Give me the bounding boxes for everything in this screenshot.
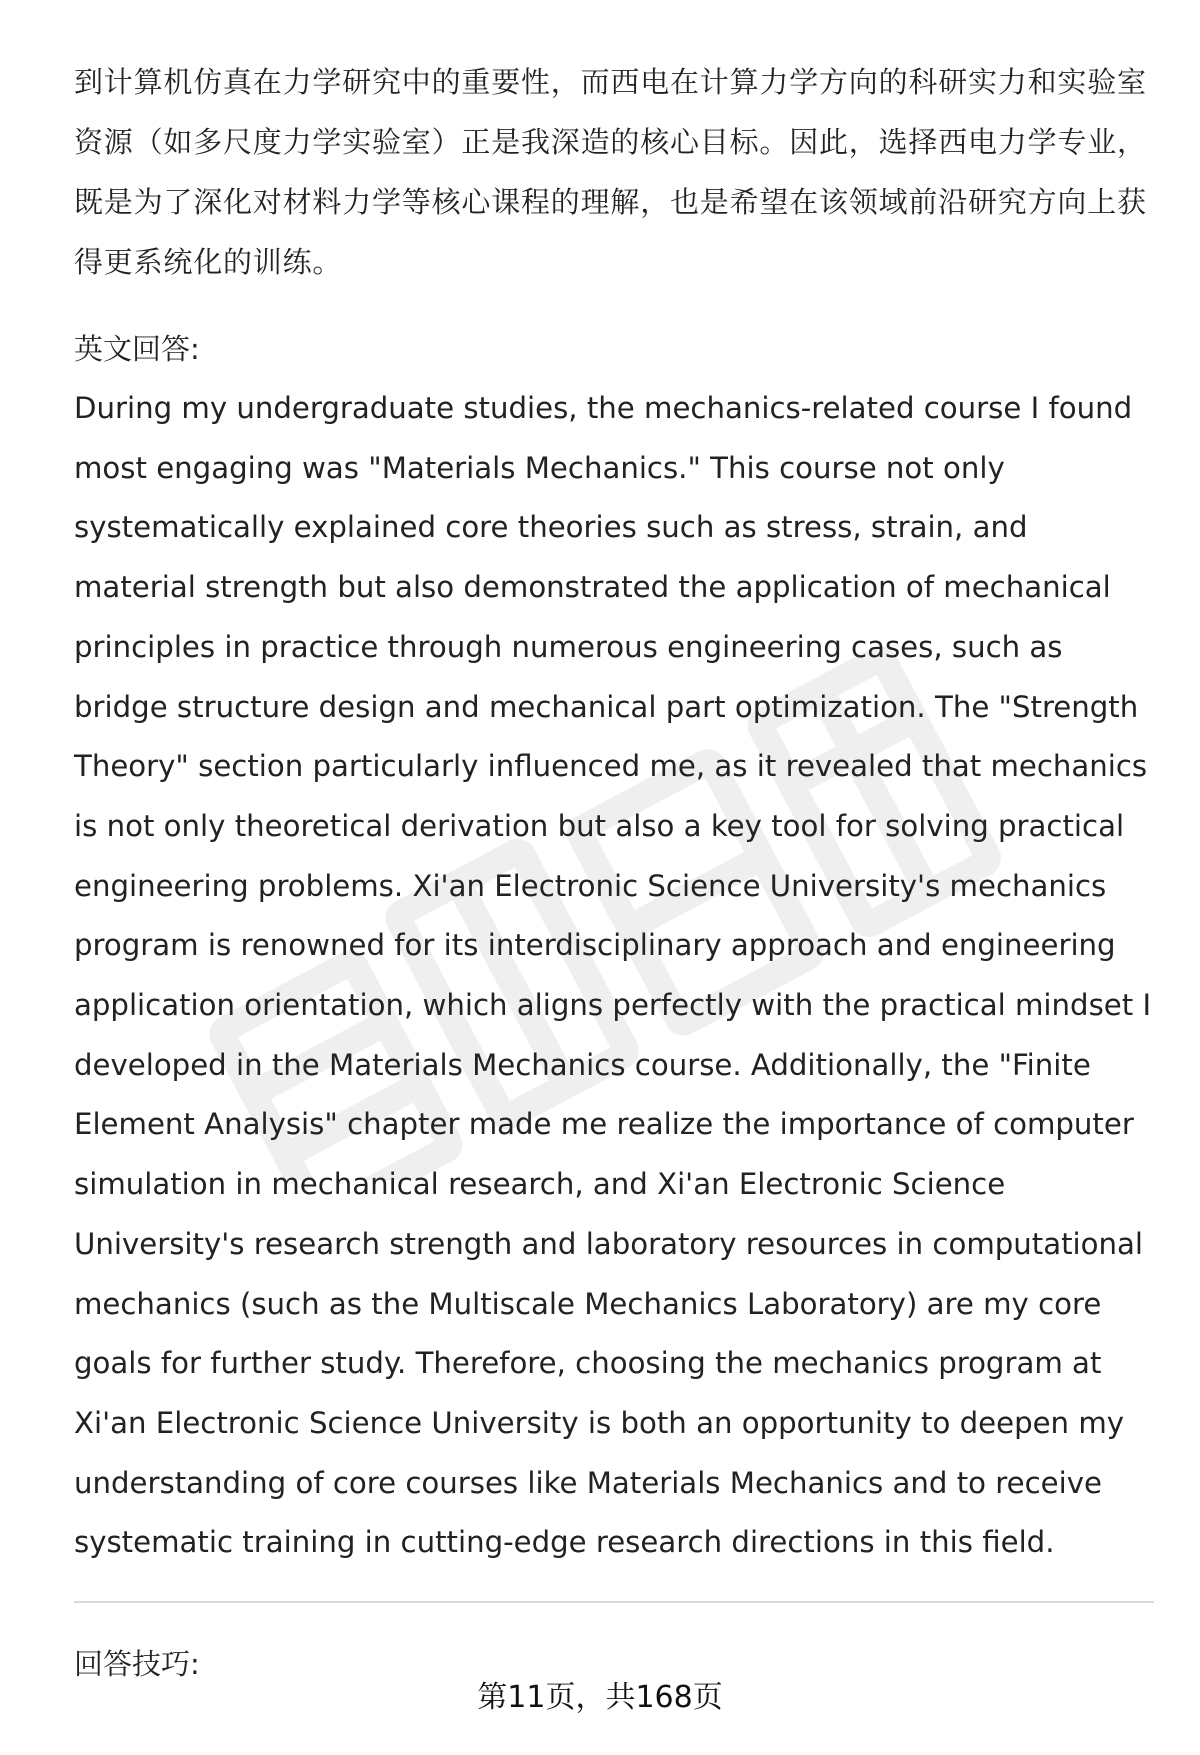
answer-tips-heading: 回答技巧: <box>74 1647 200 1681</box>
chinese-answer-continuation: 到计算机仿真在力学研究中的重要性，而西电在计算力学方向的科研实力和实验室资源（如多尺度力学实验室）正是我深造的核心目标。因此，选择西电力学专业，既是为了深化对材料力学等核心课程的理解，也是希望在该领域前沿研究方向上获得更系统化的训练。 <box>74 65 1147 279</box>
section-divider <box>74 1601 1154 1603</box>
english-answer-text: During my undergraduate studies, the mechanics-related course I found most engaging was "Materials Mechanics." This course not only systematically explained core theories such as stress, strain, and material strength but also demonstrated the application of mechanical principles in practice through numerous engineering cases, such as bridge structure design and mechanical part optimization. The "Strength Theory" section particularly influenced me, as it revealed that mechanics is not only theoretical derivation but also a key tool for solving practical engineering problems. Xi'an Electronic Science University's mechanics program is renowned for its interdisciplinary approach and engineering application orientation, which aligns perfectly with the practical mindset I developed in the Materials Mechanics course. Additionally, the "Finite Element Analysis" chapter made me realize the importance of computer simulation in mechanical research, and Xi'an Electronic Science University's research strength and laboratory resources in computational mechanics (such as the Multiscale Mechanics Laboratory) are my core goals for further study. Therefore, choosing the mechanics program at Xi'an Electronic Science University is both an opportunity to deepen my understanding of core courses like Materials Mechanics and to receive systematic training in cutting-edge research directions in this field. <box>74 391 1152 1560</box>
page-number: 第11页，共168页 <box>477 1680 723 1715</box>
english-answer-heading: 英文回答: <box>74 332 200 366</box>
content-column <box>74 52 1154 1573</box>
